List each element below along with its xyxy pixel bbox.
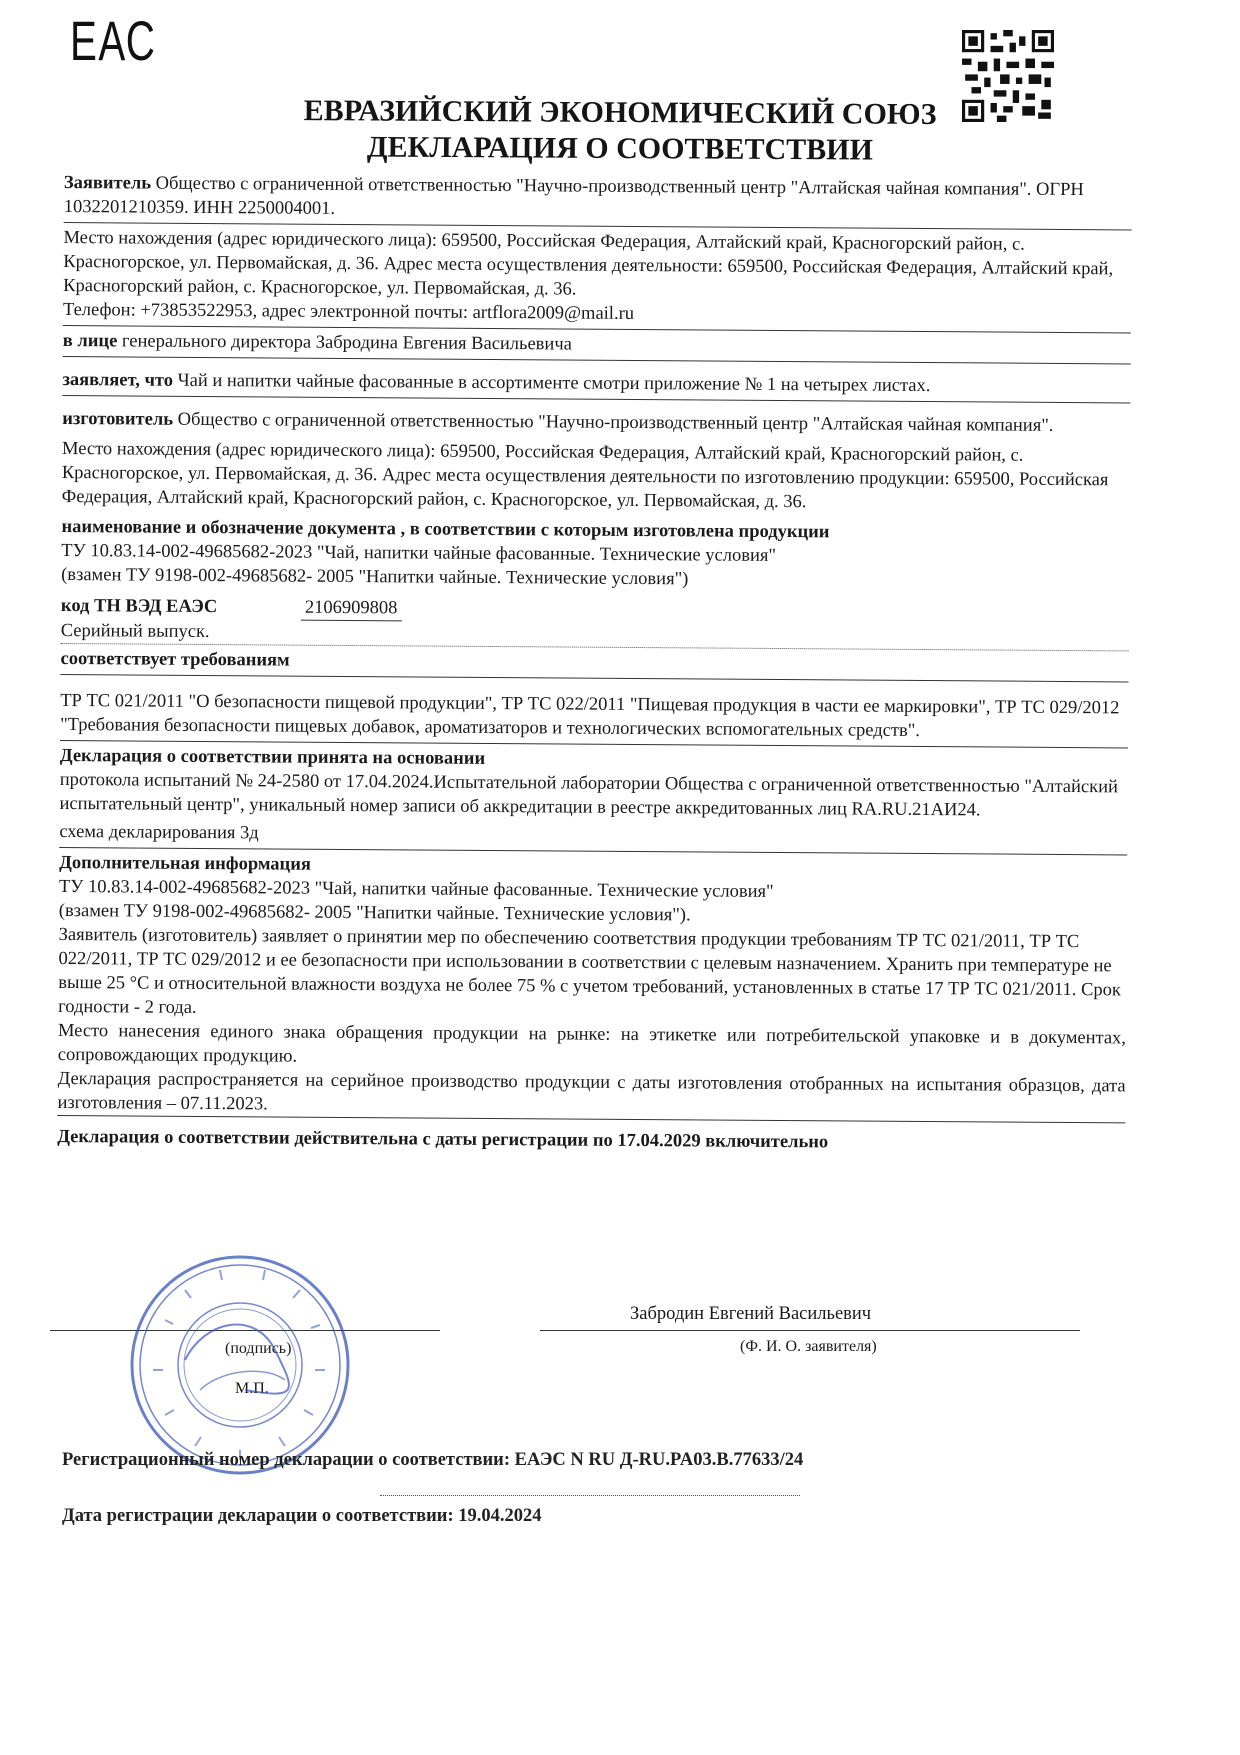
applicant-section xyxy=(64,168,1132,230)
additional-p1: Заявитель (изготовитель) заявляет о принятии мер по обеспечению соответствия продукции требованиям ТР ТС 021/2011, ТР ТС 022/2011, ТР ТС 029/2012 и ее безопасности при использовании в соответствии с целевым назначением. Хранить при температуре не выше 25 °С и относительной влажности воздуха не более 75 % с учетом требований, установленных в статье 17 ТР ТС 021/2011. Срок годности - 2 года. xyxy=(58,924,1121,1018)
registration-dotted-line xyxy=(380,1495,800,1496)
declares-label: заявляет, что xyxy=(62,369,174,391)
basis-section xyxy=(59,741,1128,855)
requirements-text: ТР ТС 021/2011 "О безопасности пищевой продукции", ТР ТС 022/2011 "Пищевая продукция в части ее маркировки", ТР ТС 029/2012 "Требования безопасности пищевых добавок, ароматизаторов и технологических вспомогательных средств". xyxy=(60,690,1120,741)
additional-p2: Место нанесения единого знака обращения продукции на рынке: на этикетке или потребительской упаковке и в документах, сопровождающих продукцию. xyxy=(57,1020,1127,1067)
requirements-section xyxy=(60,675,1128,748)
registration-number: Регистрационный номер декларации о соответствии: ЕАЭС N RU Д-RU.PA03.B.77633/24 xyxy=(62,1450,804,1470)
eac-logo: ЕАС xyxy=(70,9,157,72)
validity-text: Декларация о соответствии действительна с даты регистрации по 17.04.2029 включительно xyxy=(57,1126,829,1153)
document-section xyxy=(61,512,1130,597)
document-line1: ТУ 10.83.14-002-49685682-2023 "Чай, напитки чайные фасованные. Технические условия" xyxy=(61,540,777,566)
manufacturer-label: изготовитель xyxy=(62,408,174,430)
signature-caption: (подпись) xyxy=(225,1340,292,1357)
name-line xyxy=(540,1330,1080,1331)
additional-label: Дополнительная информация xyxy=(59,852,311,875)
additional-section xyxy=(57,848,1127,1126)
document-header xyxy=(240,93,1000,170)
applicant-text: Общество с ограниченной ответственностью "Научно-производственный центр "Алтайская чайная компания". ОГРН 1032201210359. ИНН 2250004001. xyxy=(63,173,1084,219)
person-label: в лице xyxy=(62,330,118,352)
person-text: генерального директора Забродина Евгения Васильевича xyxy=(117,331,572,355)
header-declaration-title: ДЕКЛАРАЦИЯ О СООТВЕТСТВИИ xyxy=(366,130,873,167)
applicant-address-section xyxy=(63,223,1132,333)
signatory-name: Забродин Евгений Васильевич xyxy=(630,1304,872,1324)
applicant-address: Место нахождения (адрес юридического лица): 659500, Российская Федерация, Алтайский край, Красногорский район, с. Красногорское, ул. Первомайская, д. 36. Адрес места осуществления деятельности: 659500, Российская Федерация, Алтайский край, Красногорский район, с. Красногорское, ул. Первомайская, д. 36. xyxy=(63,227,1114,300)
seal-place-label: М.П. xyxy=(235,1380,269,1397)
tnved-value: 2106909808 xyxy=(301,596,402,622)
document-label: наименование и обозначение документа , в соответствии с которым изготовлена продукции xyxy=(61,516,830,543)
signatory-caption: (Ф. И. О. заявителя) xyxy=(740,1338,877,1355)
requirements-label: соответствует требованиям xyxy=(60,648,290,671)
additional-p3: Декларация распространяется на серийное производство продукции с даты изготовления отобранных на испытания образцов, дата изготовления – 07.11.2023. xyxy=(57,1067,1125,1123)
manufacturer-address: Место нахождения (адрес юридического лица): 659500, Российская Федерация, Алтайский край, Красногорский район, с. Красногорское, ул. Первомайская, д. 36. Адрес места осуществления деятельности по изготовлению продукции: 659500, Российская Федерация, Алтайский край, Красногорский район, с. Красногорское, ул. Первомайская, д. 36. xyxy=(61,438,1109,513)
document-line2: (взамен ТУ 9198-002-49685682- 2005 "Напитки чайные. Технические условия") xyxy=(61,564,689,590)
basis-text: протокола испытаний № 24-2580 от 17.04.2024.Испытательной лаборатории Общества с ограниченной ответственностью "Алтайский испытательный центр", уникальный номер записи об аккредитации в реестре аккредитованных лиц RA.RU.21АИ24. xyxy=(59,769,1119,821)
manufacturer-section xyxy=(62,404,1131,519)
declares-text: Чай и напитки чайные фасованные в ассортименте смотри приложение № 1 на четырех листах. xyxy=(172,370,931,397)
applicant-label: Заявитель xyxy=(63,172,152,194)
basis-label: Декларация о соответствии принята на основании xyxy=(59,745,486,769)
company-seal-icon xyxy=(125,1250,355,1480)
basis-scheme: схема декларирования 3д xyxy=(59,821,259,844)
serial-text: Серийный выпуск. xyxy=(60,620,210,643)
additional-line2: (взамен ТУ 9198-002-49685682- 2005 "Напитки чайные. Технические условия"). xyxy=(58,900,691,926)
additional-line1: ТУ 10.83.14-002-49685682-2023 "Чай, напитки чайные фасованные. Технические условия" xyxy=(58,876,774,902)
registration-date: Дата регистрации декларации о соответствии: 19.04.2024 xyxy=(62,1506,542,1526)
declaration-body xyxy=(57,168,1132,1175)
manufacturer-text: Общество с ограниченной ответственностью "Научно-производственный центр "Алтайская чайная компания". xyxy=(172,409,1054,436)
applicant-contacts: Телефон: +73853522953, адрес электронной почты: artflora2009@mail.ru xyxy=(62,299,635,324)
header-union-title: ЕВРАЗИЙСКИЙ ЭКОНОМИЧЕСКИЙ СОЮЗ xyxy=(303,94,937,131)
tnved-label: код ТН ВЭД ЕАЭС xyxy=(60,595,218,618)
